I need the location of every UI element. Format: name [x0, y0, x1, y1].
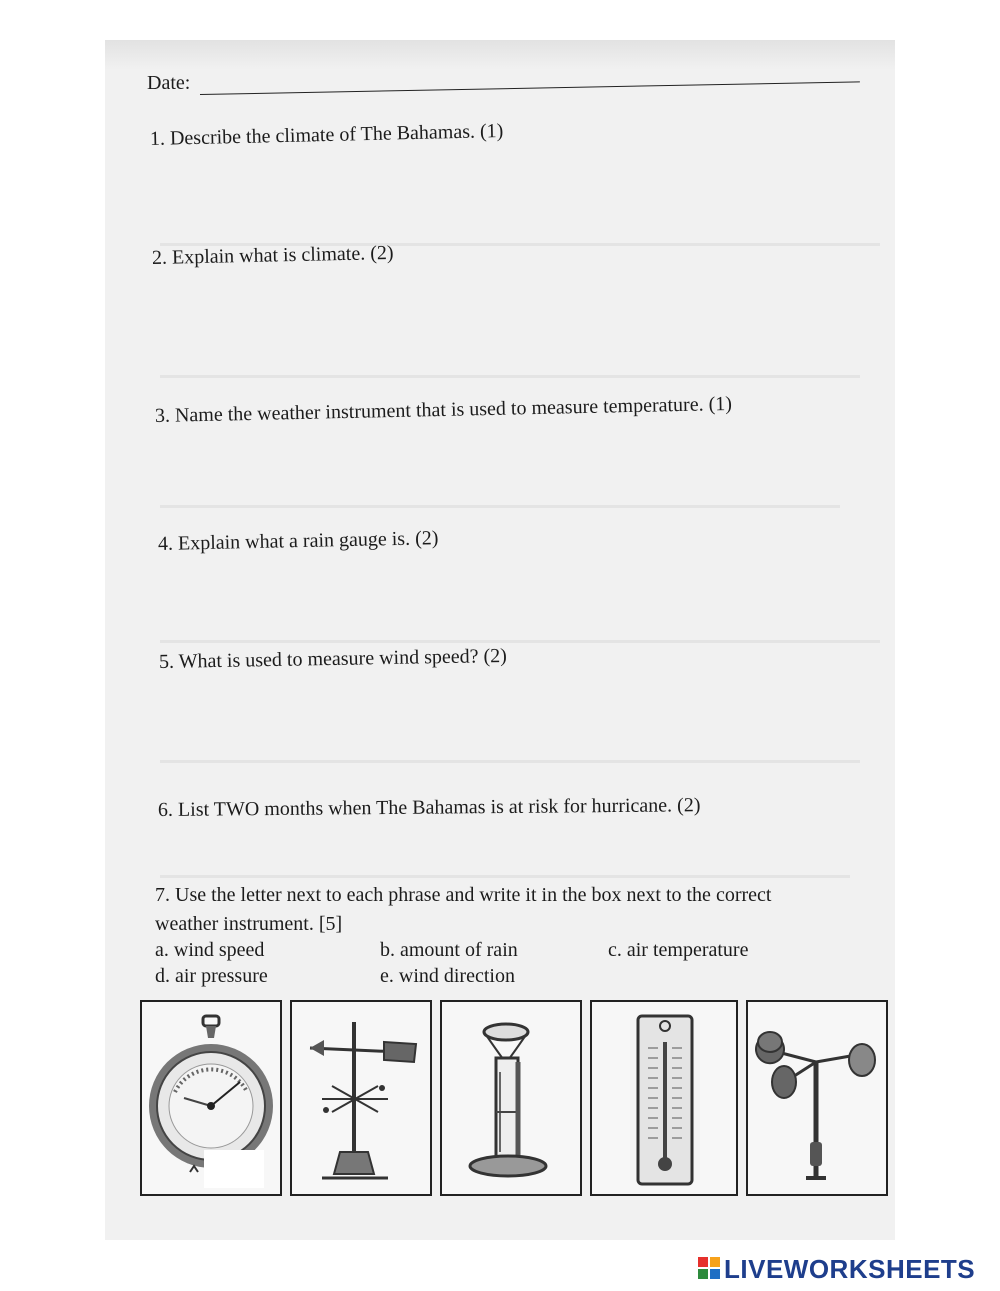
liveworksheets-brand[interactable] — [698, 1255, 975, 1283]
question-1: 1. Describe the climate of The Bahamas. (1) — [149, 119, 504, 150]
wind-vane-icon — [292, 1002, 430, 1194]
instrument-box-wind-vane — [290, 1000, 432, 1196]
anemometer-icon — [748, 1002, 886, 1194]
date-label: Date: — [147, 72, 191, 94]
bleed-through-line — [160, 640, 880, 643]
option-b: b. amount of rain — [380, 939, 518, 961]
instrument-box-anemometer — [746, 1000, 888, 1196]
bleed-through-line — [160, 760, 860, 763]
instrument-box-rain-gauge — [440, 1000, 582, 1196]
question-6: 6. List TWO months when The Bahamas is at risk for hurricane. (2) — [157, 794, 701, 821]
question-7-line-1: 7. Use the letter next to each phrase and write it in the box next to the correct — [155, 884, 772, 906]
question-5: 5. What is used to measure wind speed? (2) — [158, 644, 508, 673]
question-2: 2. Explain what is climate. (2) — [151, 241, 394, 269]
instrument-box-thermometer — [590, 1000, 738, 1196]
question-7-line-2: weather instrument. [5] — [155, 913, 343, 935]
rain-gauge-icon — [442, 1002, 580, 1194]
question-3: 3. Name the weather instrument that is used to measure temperature. (1) — [154, 392, 733, 427]
bleed-through-line — [160, 505, 840, 508]
question-4: 4. Explain what a rain gauge is. (2) — [157, 527, 439, 555]
bleed-through-line — [160, 375, 860, 378]
liveworksheets-logo-icon — [698, 1257, 720, 1281]
thermometer-icon — [592, 1002, 736, 1194]
bleed-through-line — [160, 875, 850, 878]
option-e: e. wind direction — [380, 965, 515, 987]
option-c: c. air temperature — [608, 939, 749, 961]
option-d: d. air pressure — [155, 965, 268, 987]
option-a: a. wind speed — [155, 939, 265, 961]
brand-name: LIVEWORKSHEETS — [724, 1253, 976, 1284]
answer-box-1[interactable] — [204, 1150, 264, 1188]
